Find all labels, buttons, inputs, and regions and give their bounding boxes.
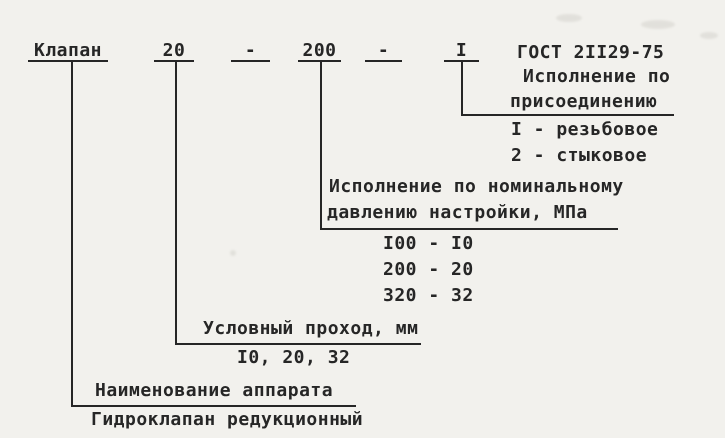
paper-noise — [700, 32, 718, 39]
pressure-option-100: I00 - I0 — [383, 233, 474, 254]
bore-values: I0, 20, 32 — [237, 347, 351, 368]
connection-option-butt: 2 - стыковое — [511, 145, 648, 166]
paper-noise — [230, 250, 236, 256]
designation-dash-1: - — [231, 41, 270, 62]
connector-line-name — [71, 61, 73, 407]
underline-name — [71, 405, 356, 407]
pressure-title-line2: давлению настройки, МПа — [327, 202, 588, 223]
bore-title: Условный проход, мм — [203, 318, 419, 339]
device-name-title: Наименование аппарата — [95, 380, 334, 401]
paper-noise — [641, 20, 675, 29]
underline-bore — [175, 343, 421, 345]
underline-connection — [461, 114, 674, 116]
pressure-title-line1: Исполнение по номинальному — [329, 176, 624, 197]
gost-standard-label: ГОСТ 2II29-75 — [517, 42, 665, 63]
pressure-option-200: 200 - 20 — [383, 259, 474, 280]
connector-line-bore — [175, 61, 177, 345]
device-name-value: Гидроклапан редукционный — [91, 409, 364, 430]
underline-pressure — [320, 228, 618, 230]
designation-part-bore: 20 — [154, 41, 194, 62]
connector-line-connection — [461, 61, 463, 116]
pressure-option-320: 320 - 32 — [383, 285, 474, 306]
connection-option-threaded: I - резьбовое — [511, 119, 659, 140]
connection-title-line1: Исполнение по — [523, 66, 671, 87]
paper-noise — [556, 14, 582, 22]
designation-part-name: Клапан — [28, 41, 108, 62]
designation-part-connection: I — [444, 41, 479, 62]
connection-title-line2: присоединению — [510, 91, 658, 112]
connector-line-pressure — [320, 61, 322, 230]
designation-part-pressure: 200 — [298, 41, 341, 62]
designation-dash-2: - — [365, 41, 402, 62]
